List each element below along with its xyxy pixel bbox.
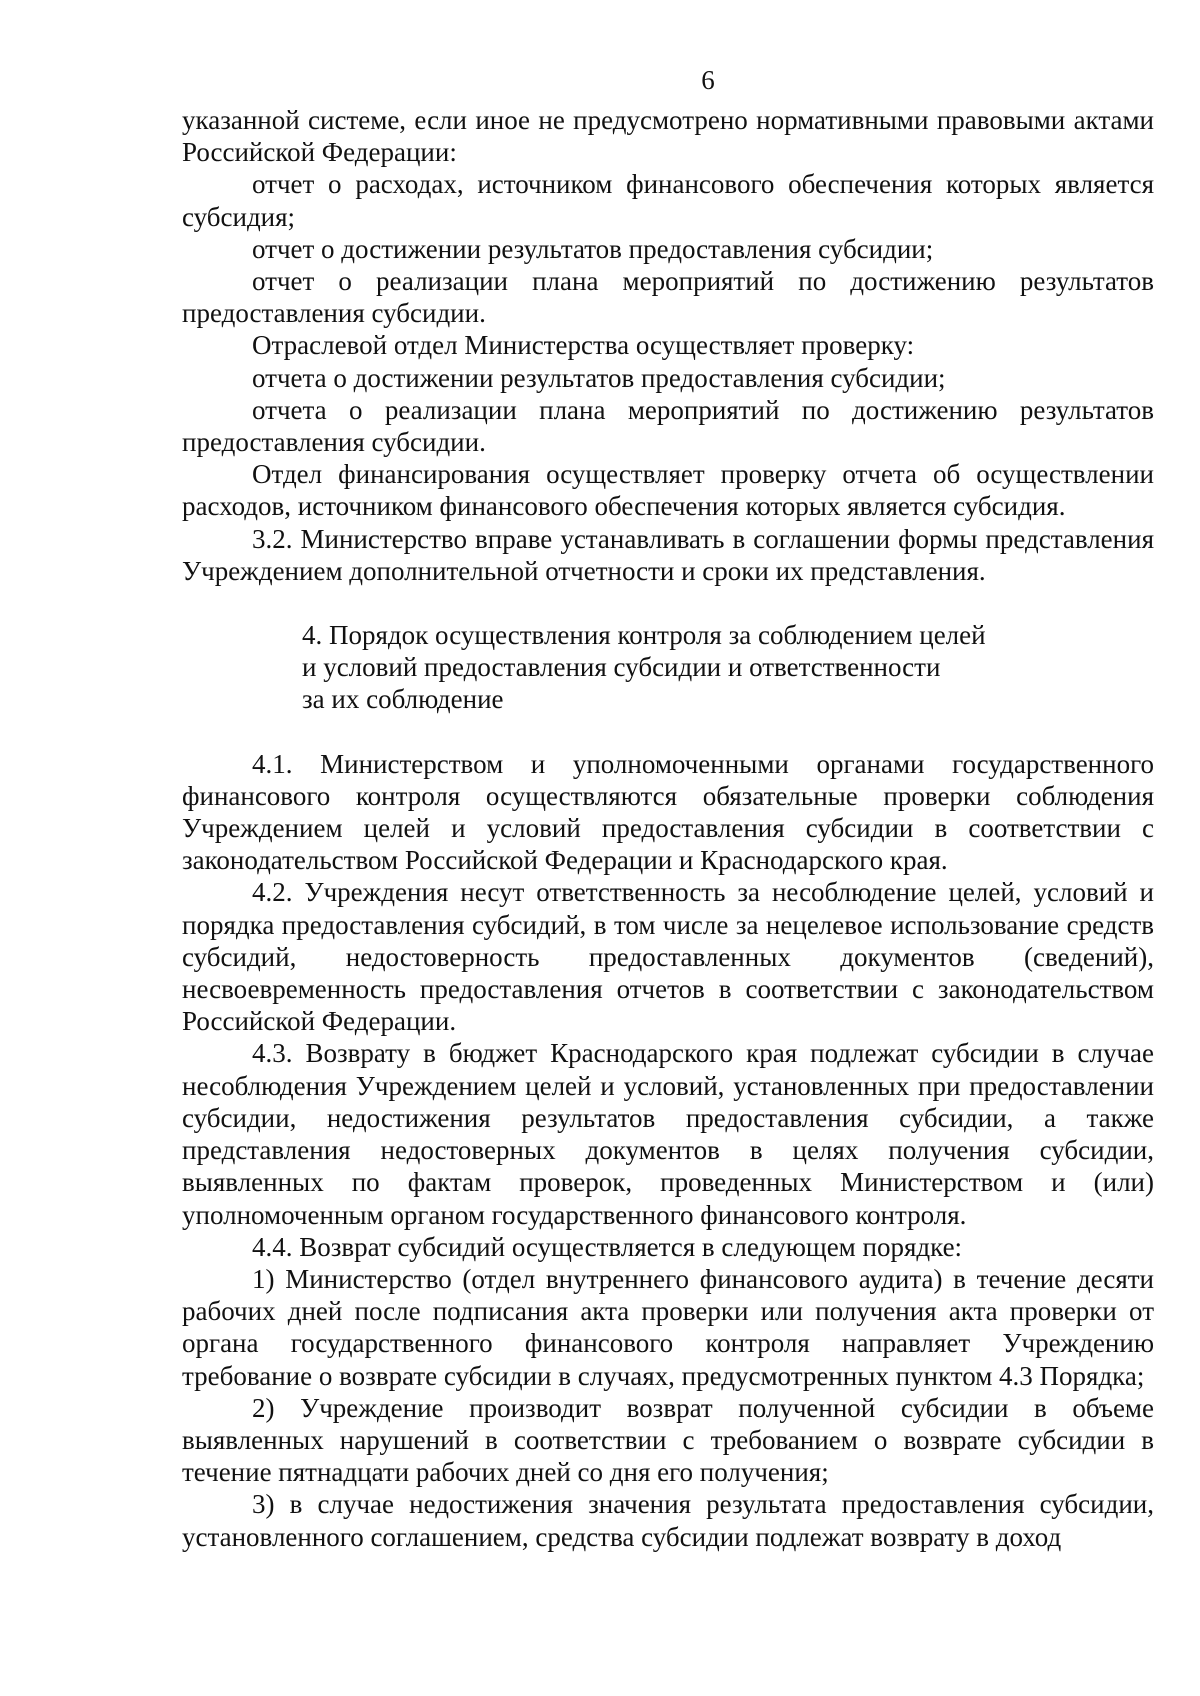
paragraph: 3.2. Министерство вправе устанавливать в соглашении формы представления Учреждением дополнительной отчетности и сроки их представления. [182, 523, 1154, 586]
document-body [182, 104, 1154, 1553]
paragraph: 1) Министерство (отдел внутреннего финансового аудита) в течение десяти рабочих дней после подписания акта проверки или получения акта проверки от органа государственного финансового контроля направляет Учреждению требование о возврате субсидии в случаях, предусмотренных пунктом 4.3 Порядка; [182, 1263, 1154, 1391]
paragraph: отчета о достижении результатов предоставления субсидии; [252, 362, 946, 393]
paragraph: отчет о достижении результатов предоставления субсидии; [252, 233, 934, 264]
paragraph: 4.4. Возврат субсидий осуществляется в следующем порядке: [252, 1231, 963, 1262]
paragraph: отчет о реализации плана мероприятий по достижению результатов предоставления субсидии. [182, 266, 1154, 329]
section-heading-line: и условий предоставления субсидии и ответственности [302, 652, 941, 683]
paragraph: отчета о реализации плана мероприятий по достижению результатов предоставления субсидии. [182, 394, 1154, 458]
paragraph: 2) Учреждение производит возврат полученной субсидии в объеме выявленных нарушений в соответствии с требованием о возврате субсидии в течение пятнадцати рабочих дней со дня его получения; [182, 1392, 1154, 1488]
section-heading-line: за их соблюдение [302, 684, 504, 715]
paragraph: 3) в случае недостижения значения результата предоставления субсидии, установленного соглашением, средства субсидии подлежат возврату в доход [182, 1489, 1154, 1552]
paragraph: 4.1. Министерством и уполномоченными органами государственного финансового контроля осуществляются обязательные проверки соблюдения Учреждением целей и условий предоставления субсидии в соответствии с законодательством Российской Федерации и Краснодарского края. [182, 748, 1154, 876]
page-number: 6 [701, 65, 715, 95]
paragraph: Отдел финансирования осуществляет проверку отчета об осуществлении расходов, источником финансового обеспечения которых является субсидия. [182, 459, 1154, 522]
paragraph: отчет о расходах, источником финансового обеспечения которых является субсидия; [182, 169, 1154, 232]
paragraph: указанной системе, если иное не предусмотрено нормативными правовыми актами Российской Федерации: [182, 105, 1154, 168]
section-heading [182, 619, 1154, 716]
section-heading-line: 4. Порядок осуществления контроля за соблюдением целей [302, 620, 986, 651]
paragraph: 4.3. Возврату в бюджет Краснодарского края подлежат субсидии в случае несоблюдения Учреждением целей и условий, установленных при предоставлении субсидии, недостижения результатов предоставления субсидии, а также представления недостоверных документов в целях получения субсидии, выявленных по фактам проверок, проведенных Министерством и (или) уполномоченным органом государственного финансового контроля. [182, 1038, 1154, 1230]
paragraph: 4.2. Учреждения несут ответственность за несоблюдение целей, условий и порядка предоставления субсидий, в том числе за нецелевое использование средств субсидий, недостоверность предоставленных документов (сведений), несвоевременность предоставления отчетов в соответствии с законодательством Российской Федерации. [182, 877, 1154, 1037]
paragraph: Отраслевой отдел Министерства осуществляет проверку: [252, 330, 915, 361]
